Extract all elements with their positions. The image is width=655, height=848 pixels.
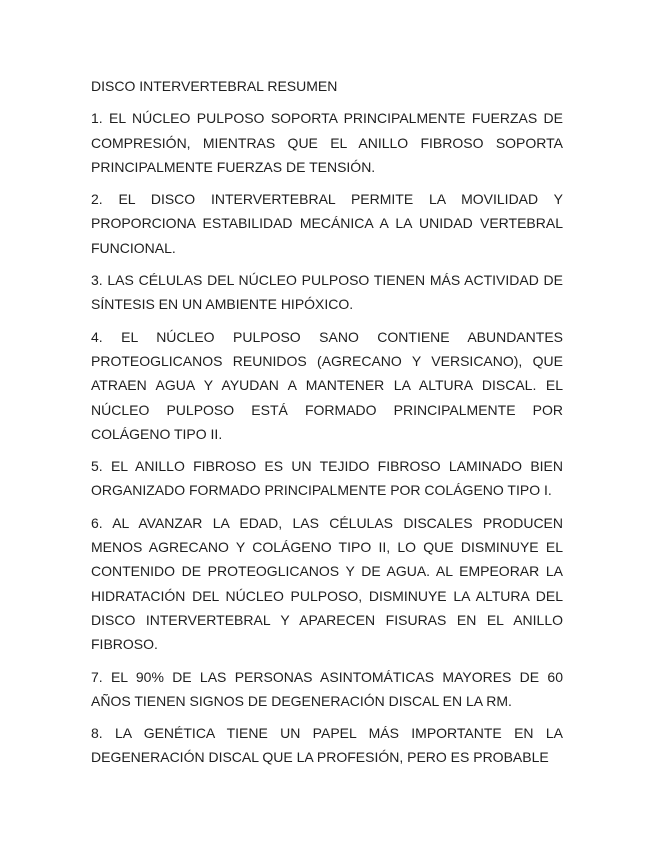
- paragraph-8: 8. LA GENÉTICA TIENE UN PAPEL MÁS IMPORTANTE EN LA DEGENERACIÓN DISCAL QUE LA PROFESIÓN, PERO ES PROBABLE: [91, 725, 563, 766]
- paragraph-7: 7. EL 90% DE LAS PERSONAS ASINTOMÁTICAS MAYORES DE 60 AÑOS TIENEN SIGNOS DE DEGENERACIÓN DISCAL EN LA RM.: [91, 668, 563, 709]
- paragraph-3: 3. LAS CÉLULAS DEL NÚCLEO PULPOSO TIENEN MÁS ACTIVIDAD DE SÍNTESIS EN UN AMBIENTE HIPÓXICO.: [91, 272, 563, 313]
- paragraph-5: 5. EL ANILLO FIBROSO ES UN TEJIDO FIBROSO LAMINADO BIEN ORGANIZADO FORMADO PRINCIPALMENTE POR COLÁGENO TIPO I.: [91, 458, 563, 499]
- paragraph-6: 6. AL AVANZAR LA EDAD, LAS CÉLULAS DISCALES PRODUCEN MENOS AGRECANO Y COLÁGENO TIPO II, LO QUE DISMINUYE EL CONTENIDO DE PROTEOGLICANOS Y DE AGUA. AL EMPEORAR LA HIDRATACIÓN DEL NÚCLEO PULPOSO, DISMINUYE LA ALTURA DEL DISCO INTERVERTEBRAL Y APARECEN FISURAS EN EL ANILLO FIBROSO.: [91, 514, 563, 653]
- paragraph-4: 4. EL NÚCLEO PULPOSO SANO CONTIENE ABUNDANTES PROTEOGLICANOS REUNIDOS (AGRECANO Y VERSICANO), QUE ATRAEN AGUA Y AYUDAN A MANTENER LA ALTURA DISCAL. EL NÚCLEO PULPOSO ESTÁ FORMADO PRINCIPALMENTE POR COLÁGENO TIPO II.: [91, 328, 563, 442]
- paragraph-2: 2. EL DISCO INTERVERTEBRAL PERMITE LA MOVILIDAD Y PROPORCIONA ESTABILIDAD MECÁNICA A LA UNIDAD VERTEBRAL FUNCIONAL.: [91, 191, 563, 256]
- paragraph-1: 1. EL NÚCLEO PULPOSO SOPORTA PRINCIPALMENTE FUERZAS DE COMPRESIÓN, MIENTRAS QUE EL ANILLO FIBROSO SOPORTA PRINCIPALMENTE FUERZAS DE TENSIÓN.: [91, 110, 563, 175]
- document-body: [91, 74, 563, 778]
- document-title: DISCO INTERVERTEBRAL RESUMEN: [91, 78, 338, 94]
